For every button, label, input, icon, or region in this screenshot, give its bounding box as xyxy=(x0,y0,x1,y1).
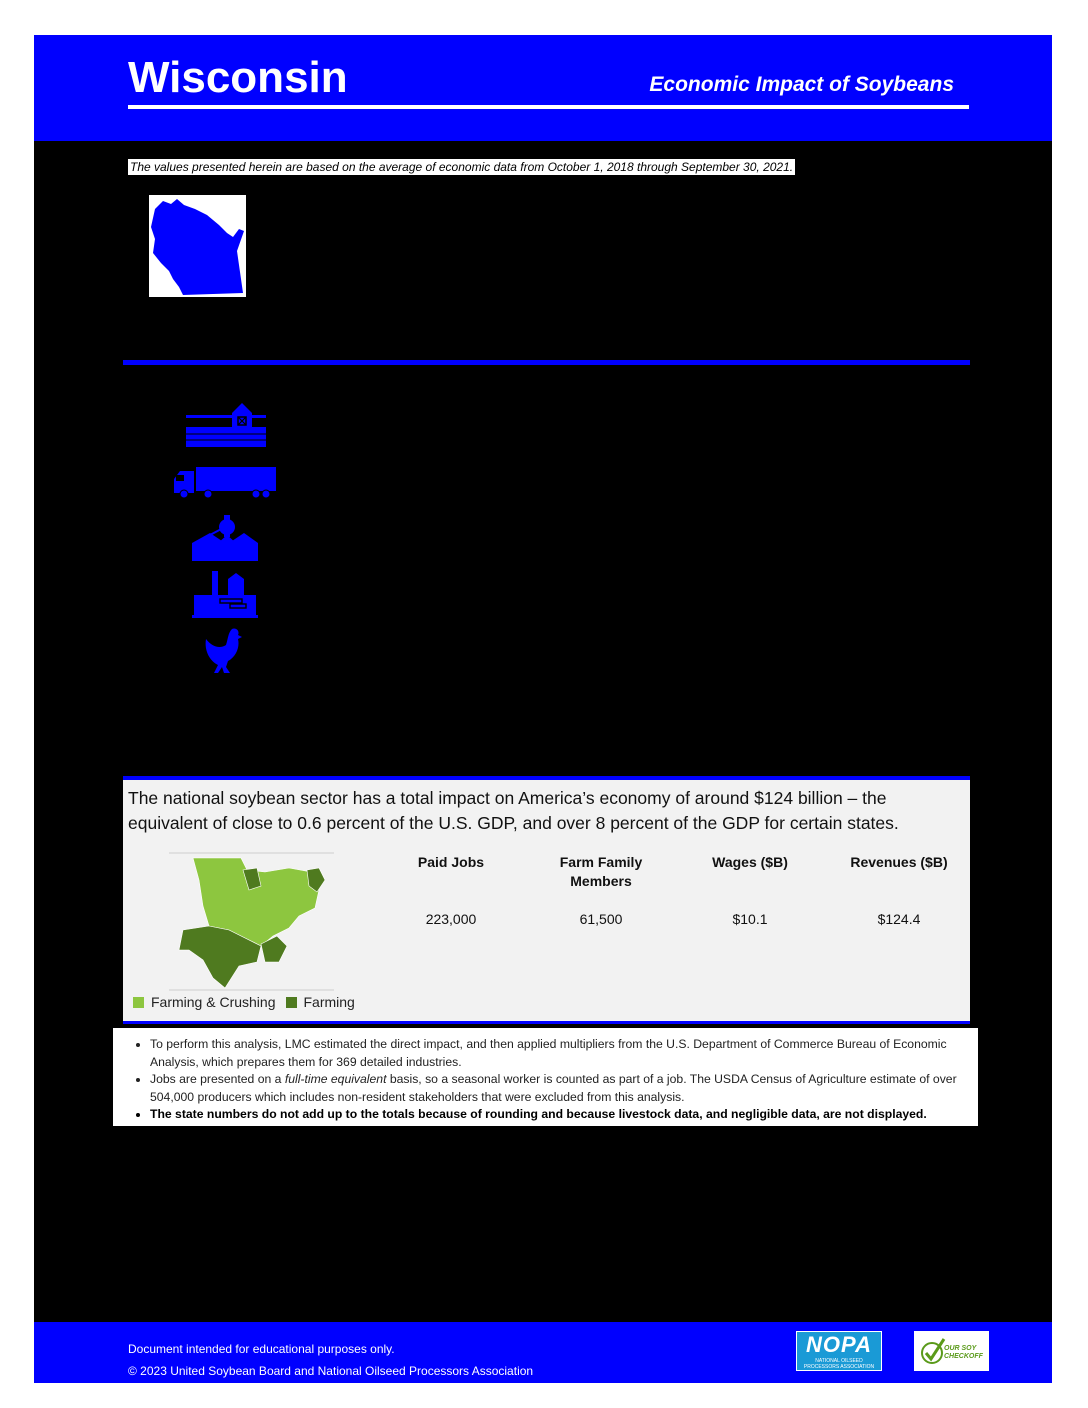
note-item: • To perform this analysis, LMC estimated the direct impact, and then applied multipliers from the U.S. Department of Commerce Bureau of Economic Analysis, which prepares them for 369 detailed industries. xyxy=(150,1036,978,1071)
page xyxy=(34,35,1052,1383)
farm-icon xyxy=(186,401,266,451)
stat-header: Paid Jobs xyxy=(417,854,485,870)
footer-copyright: © 2023 United Soybean Board and National Oilseed Processors Association xyxy=(128,1364,534,1378)
stat-header: Revenues ($B) xyxy=(850,854,948,870)
stat-value: $124.4 xyxy=(877,911,921,927)
stat-header: Farm Family Members xyxy=(559,854,643,889)
header-banner xyxy=(34,35,1052,141)
state-name: Wisconsin xyxy=(128,53,348,102)
data-period-note: The values presented herein are based on the average of economic data from October 1, 2018 through September 30, 2021. xyxy=(130,160,794,174)
footer-banner xyxy=(34,1322,1052,1383)
header-rule xyxy=(128,105,969,109)
legend-label-farming: Farming xyxy=(303,994,355,1010)
footer-disclaimer: Document intended for educational purposes only. xyxy=(128,1342,395,1356)
methodology-notes xyxy=(113,1028,978,1126)
us-soybean-map xyxy=(169,850,334,993)
state-map-icon xyxy=(149,195,246,297)
national-impact-panel xyxy=(123,776,970,1024)
nopa-logo[interactable]: NOPA NATIONAL OILSEED PROCESSORS ASSOCIATION xyxy=(796,1331,882,1371)
report-title: Economic Impact of Soybeans xyxy=(649,73,954,96)
stat-farm-family-members xyxy=(531,853,671,927)
note-item: • The state numbers do not add up to the totals because of rounding and because livestock data, and negligible data, are not displayed. xyxy=(150,1106,978,1124)
stat-value: $10.1 xyxy=(732,911,768,927)
legend-swatch-farming-crushing xyxy=(133,997,144,1008)
state-map xyxy=(149,195,246,297)
stat-paid-jobs xyxy=(381,853,521,927)
stat-wages xyxy=(680,853,820,927)
legend-label-farming-crushing: Farming & Crushing xyxy=(151,994,276,1010)
chicken-icon xyxy=(202,625,246,675)
stat-value: 61,500 xyxy=(579,911,623,927)
stat-header: Wages ($B) xyxy=(712,854,788,870)
stat-revenues xyxy=(829,853,969,927)
soy-checkoff-logo[interactable]: OUR SOY CHECKOFF xyxy=(914,1331,989,1371)
national-impact-text: The national soybean sector has a total impact on America’s economy of around $124 billion – the equivalent of close to 0.6 percent of the U.S. GDP, and over 8 percent of the GDP for certain states. xyxy=(128,788,899,833)
map-legend xyxy=(133,994,365,1010)
legend-swatch-farming xyxy=(286,997,297,1008)
grain-elevator-icon xyxy=(192,513,258,563)
truck-icon xyxy=(172,465,278,499)
note-item: • Jobs are presented on a full-time equivalent basis, so a seasonal worker is counted as part of a job. The USDA Census of Agriculture estimate of over 504,000 producers which includes non-resident stakeholders that were excluded from this analysis. xyxy=(150,1071,978,1106)
stat-value: 223,000 xyxy=(425,911,477,927)
section-divider xyxy=(123,360,970,365)
factory-icon xyxy=(192,571,258,619)
